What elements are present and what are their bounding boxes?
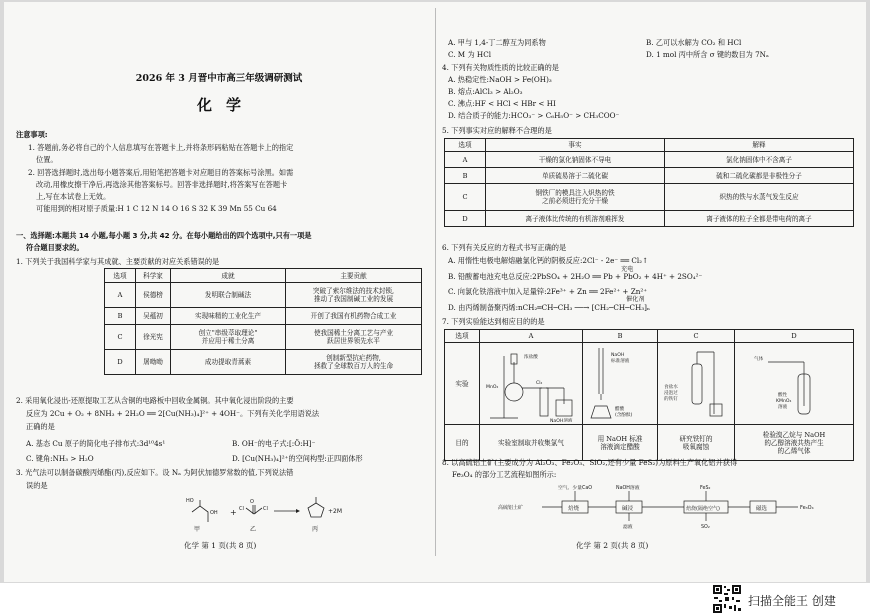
q4-option: B. 熔点:AlCl₃ > Al₂O₃ [448, 87, 523, 96]
cell-line: 炽热的铁与水蒸气发生反应 [719, 193, 799, 201]
cl-label: Cl [239, 506, 244, 512]
cell-line: 发明联合制碱法 [204, 291, 252, 299]
flow-output: Fe₃O₄ [800, 505, 814, 511]
q2-option-a: A. 基态 Cu 原子的简化电子排布式:3d¹⁰4s¹ [26, 439, 166, 448]
note-line: 位置。 [36, 155, 58, 164]
apparatus-label: 浸泡过 [664, 390, 678, 396]
cell-line: 用 NaOH 标准 [597, 434, 643, 443]
scanner-brand-text: 扫描全能王 创建 [748, 594, 836, 608]
q8-line: Fe₃O₄ 的部分工艺流程如图所示: [452, 470, 557, 479]
table-row [105, 350, 422, 375]
apparatus-label: 气体 [754, 356, 764, 362]
q1-header-cell: 主要贡献 [286, 269, 422, 283]
q2-option-d: D. [Cu(NH₃)₄]²⁺的空间构型:正四面体形 [232, 454, 363, 463]
cell-line: 成功提取青蒿素 [204, 358, 252, 366]
cell-line: 的乙醇溶液共热产生 [764, 438, 824, 447]
q5-header-row [445, 139, 854, 152]
page-divider [435, 8, 436, 556]
q5-fact [486, 184, 665, 211]
q5-explanation [665, 168, 854, 184]
plus-sign: + [230, 508, 237, 517]
q7-apparatus-b [583, 343, 658, 425]
q7-apparatus-c [658, 343, 735, 425]
apparatus-label: 浓盐酸 [524, 354, 538, 360]
q3-line: 3. 光气法可以制备碳酸丙烯酯(丙),反应如下。设 Nₐ 为阿伏加德罗常数的值,下列说法错 [16, 468, 294, 477]
table-row [445, 211, 854, 227]
compound-jia-structure [192, 500, 208, 522]
q6-option-a: A. 用惰性电极电解熔融氯化钙的阴极反应:2Cl⁻ - 2e⁻ ══ Cl₂↑ [448, 256, 649, 265]
flow-step-magnetic: 磁选 [756, 506, 768, 512]
charge-condition-label: 充电 [621, 266, 634, 273]
q5-header-cell: 选项 [445, 139, 486, 152]
exam-sheet [4, 2, 866, 582]
q7-header-cell: 选项 [445, 330, 480, 343]
label-jia: 甲 [194, 526, 201, 533]
apparatus-label: 标准溶液 [611, 358, 630, 364]
q1-opt: D [105, 350, 136, 375]
cell-line: 硫和二硫化碳都是非极性分子 [716, 171, 802, 180]
q1-contribution [286, 350, 422, 375]
q7-table [444, 329, 854, 461]
table-row [105, 308, 422, 325]
q5-explanation [665, 152, 854, 168]
q1-opt: C [105, 325, 136, 350]
q7-purpose-b [583, 425, 658, 461]
page-2 [438, 2, 866, 582]
q5-fact [486, 211, 665, 227]
q7-stem: 7. 下列实验能达到相应目的的是 [442, 317, 545, 326]
q5-explanation [665, 184, 854, 211]
flow-reagent-1: 空气、少量CaO [558, 486, 593, 491]
q3-option-d: D. 1 mol 丙中所含 σ 键的数目为 7Nₐ [646, 50, 769, 59]
flow-reagent-3: FeS₂ [700, 486, 711, 491]
cell-line: 并应用于稀土分离 [201, 337, 255, 345]
q4-option: D. 结合质子的能力:HCO₃⁻ > C₆H₅O⁻ > CH₃COO⁻ [448, 111, 620, 120]
q7-apparatus-d [735, 343, 854, 425]
apparatus-label: 醋酸 [615, 406, 625, 412]
q1-header-cell: 选项 [105, 269, 136, 283]
q5-header-cell: 事实 [486, 139, 665, 152]
qr-code-icon [712, 584, 742, 614]
q7-purpose-row [445, 425, 854, 461]
table-row [105, 325, 422, 350]
cell-line: 跃居世界领先水平 [327, 337, 380, 345]
q1-scientist: 吴蕴初 [136, 308, 171, 325]
apparatus-label: 食盐水 [664, 384, 678, 390]
apparatus-label: 的铁钉 [664, 396, 678, 402]
table-row [445, 152, 854, 168]
q2-line: 正确的是 [26, 422, 55, 431]
q6-stem: 6. 下列有关反应的方程式书写正确的是 [442, 243, 567, 252]
q1-contribution [286, 308, 422, 325]
atomic-mass-line: 可能用到的相对原子质量:H 1 C 12 N 14 O 16 S 32 K 39 Mn 55 Cu 64 [36, 204, 277, 213]
apparatus-label: (含酚酞) [615, 412, 633, 418]
cell-line: 的乙烯气体 [777, 446, 811, 455]
cell-line: 创制新型抗疟药物, [326, 354, 381, 362]
q7-purpose-a [480, 425, 583, 461]
cell-line: 离子液体的粒子全都是带电荷的离子 [706, 214, 812, 223]
q4-option: A. 热稳定性:NaOH > Fe(OH)₃ [448, 75, 552, 84]
q7-header-cell: D [735, 330, 854, 343]
apparatus-label: Cl₂ [536, 380, 543, 386]
cell-line: 推动了我国制碱工业的发展 [313, 295, 394, 303]
apparatus-label: MnO₂ [486, 384, 499, 390]
table-row [105, 283, 422, 308]
cell-line: 之前必须进行充分干燥 [542, 197, 608, 205]
cell-line: 氯化钠固体中不含离子 [726, 155, 792, 164]
q1-achievement [171, 283, 286, 308]
q6-option-d: D. 由丙烯制备聚丙烯:nCH₂═CH─CH₃ ──→ [CH₂─CH─CH₃]ₙ [448, 303, 651, 312]
q1-scientist: 徐光宪 [136, 325, 171, 350]
q2-line: 2. 采用氧化浸出-还原提取工艺从含铜的电路板中回收金属铜。其中氧化浸出阶段的主要 [16, 396, 294, 405]
subject-title: 化学 [196, 96, 255, 114]
q7-header-cell: B [583, 330, 658, 343]
cell-line: 实验室制取并收集氯气 [498, 438, 564, 447]
corrosion-apparatus-diagram [662, 344, 730, 422]
cell-line: 干燥的氯化钠固体不导电 [538, 155, 612, 164]
q1-achievement [171, 308, 286, 325]
apparatus-label: NaOH溶液 [550, 418, 573, 422]
label-bing: 丙 [312, 526, 319, 533]
cell-line: 突破了索尔维法的技术封锁, [312, 287, 395, 295]
q8-line: 8. 以高硫铝土矿(主要成分为 Al₂O₃、Fe₂O₃、SiO₂,还有少量 FeS₂)为原料生产氧化铝并获得 [442, 458, 738, 467]
cell-line: 检验溴乙烷与 NaOH [762, 430, 826, 439]
oh-label: OH [210, 510, 218, 516]
flow-step-alkali: 碱浸 [622, 506, 634, 512]
cell-line: 离子液体比传统的有机溶剂难挥发 [525, 214, 625, 223]
flow-step-roast-isolated: 焙烧(隔绝空气) [686, 506, 720, 512]
q3-option-a: A. 甲与 1,4-丁二醇互为同系物 [448, 38, 546, 47]
q7-purpose-c [658, 425, 735, 461]
q7-experiment-row [445, 343, 854, 425]
q5-stem: 5. 下列事实对应的解释不合理的是 [442, 126, 552, 135]
exam-title: 2026 年 3 月晋中市高三年级调研测试 [135, 73, 303, 84]
cell-line: 使我国稀土分离工艺与产业 [313, 329, 394, 337]
arrow-head-icon [296, 509, 300, 513]
cell-line: 单质硫易溶于二硫化碳 [542, 171, 608, 180]
q7-purpose-d [735, 425, 854, 461]
chlorine-apparatus-diagram [484, 344, 578, 422]
q1-header-cell: 科学家 [136, 269, 171, 283]
q5-header-cell: 解释 [665, 139, 854, 152]
cell-line: 溶液滴定醋酸 [600, 442, 640, 451]
compound-bing-structure [308, 497, 324, 517]
flow-reagent-2: NaOH溶液 [616, 486, 640, 491]
q5-explanation [665, 211, 854, 227]
q6-option-b: B. 铅酸蓄电池充电总反应:2PbSO₄ + 2H₂O ══ Pb + PbO₂ + 4H⁺ + 2SO₄²⁻ [448, 272, 703, 281]
q1-opt: B [105, 308, 136, 325]
cell-line: 开创了我国有机药物合成工业 [310, 312, 397, 320]
q1-header-cell: 成就 [171, 269, 286, 283]
q3-line: 误的是 [26, 481, 48, 490]
note-line: 改动,用橡皮擦干净后,再选涂其他答案标号。回答非选择题时,将答案写在答题卡 [36, 180, 288, 189]
cell-line: 研究铁钉的 [679, 434, 713, 443]
q1-achievement [171, 325, 286, 350]
q5-opt: D [445, 211, 486, 227]
q5-fact [486, 168, 665, 184]
q3-reaction-scheme [184, 494, 364, 534]
q4-stem: 4. 下列有关物质性质的比较正确的是 [442, 63, 559, 72]
q3-option-b: B. 乙可以水解为 CO₂ 和 HCl [646, 38, 742, 47]
q1-scientist: 侯德榜 [136, 283, 171, 308]
o-label: O [250, 499, 254, 505]
q1-contribution [286, 283, 422, 308]
q1-table [104, 268, 422, 375]
q1-achievement [171, 350, 286, 375]
cell-line: 吸氧腐蚀 [682, 442, 710, 451]
q7-apparatus-a [480, 343, 583, 425]
table-row [445, 184, 854, 211]
note-line: 1. 答题前,务必将自己的个人信息填写在答题卡上,并将条形码粘贴在答题卡上的指定 [28, 143, 294, 152]
cell-line: 拯救了全球数百万人的生命 [313, 362, 394, 370]
note-line: 2. 回答选择题时,选出每小题答案后,用铅笔把答题卡对应题目的答案标号涂黑。如需 [28, 168, 294, 177]
q5-opt: B [445, 168, 486, 184]
q5-opt: C [445, 184, 486, 211]
q2-line: 反应为 2Cu + O₂ + 8NH₃ + 2H₂O ══ 2[Cu(NH₃)₄]²⁺ + 4OH⁻。下列有关化学用语说法 [26, 409, 320, 418]
q7-header-row [445, 330, 854, 343]
q5-opt: A [445, 152, 486, 168]
q8-process-flowchart [498, 481, 838, 533]
flow-step-roast: 焙烧 [568, 506, 580, 512]
flow-filtrate: 滤液 [623, 525, 633, 530]
cl-label: Cl [263, 506, 268, 512]
q7-header-cell: C [658, 330, 735, 343]
section1-line: 一、选择题:本题共 14 小题,每小题 3 分,共 42 分。在每小题给出的四个选项中,只有一项是 [16, 231, 312, 240]
titration-apparatus-diagram [587, 344, 653, 422]
apparatus-label: KMnO₄ [776, 398, 792, 404]
q1-stem: 1. 下列关于我国科学家与其成就、主要贡献的对应关系错误的是 [16, 257, 220, 266]
apparatus-label: 溶液 [778, 404, 788, 410]
q1-opt: A [105, 283, 136, 308]
q7-row-label: 实验 [445, 343, 480, 425]
q1-contribution [286, 325, 422, 350]
apparatus-label: NaOH [611, 352, 625, 358]
q6-option-c: C. 向氯化铁溶液中加入足量锌:2Fe³⁺ + Zn ══ 2Fe²⁺ + Zn²⁺ [448, 287, 648, 296]
q7-row-label: 目的 [445, 425, 480, 461]
section1-line: 符合题目要求的。 [26, 243, 84, 252]
q5-table [444, 138, 854, 227]
page-footer-left: 化学 第 1 页(共 8 页) [184, 541, 257, 550]
q2-option-c: C. 键角:NH₃ > H₂O [26, 454, 94, 463]
page-footer-right: 化学 第 2 页(共 8 页) [576, 541, 649, 550]
q7-header-cell: A [480, 330, 583, 343]
page-1 [4, 2, 434, 582]
note-line: 上,写在本试卷上无效。 [36, 192, 111, 201]
table-row [445, 168, 854, 184]
cell-line: 钢铁厂的模具注入炽热的铁 [535, 189, 615, 197]
q1-header-row [105, 269, 422, 283]
compound-yi-structure [246, 505, 262, 514]
q2-option-b: B. OH⁻的电子式:[:Ö:H]⁻ [232, 439, 316, 448]
q5-fact [486, 152, 665, 168]
q3-option-c: C. M 为 HCl [448, 50, 491, 59]
flow-gas: SO₂ [701, 525, 710, 530]
label-yi: 乙 [250, 526, 257, 533]
ho-label: HO [186, 498, 194, 504]
apparatus-label: 酸性 [778, 392, 788, 398]
catalyst-condition-label: 催化剂 [626, 296, 645, 303]
gas-test-apparatus-diagram [748, 344, 840, 422]
notes-heading: 注意事项: [16, 130, 48, 139]
q1-scientist: 屠呦呦 [136, 350, 171, 375]
cell-line: 实现味精的工业化生产 [195, 312, 261, 320]
q3-plus-2m: +2M [328, 508, 343, 515]
q4-option: C. 沸点:HF < HCl < HBr < HI [448, 99, 556, 108]
flow-input: 高硫铝土矿 [498, 505, 524, 511]
cell-line: 创立"串级萃取理论" [198, 329, 258, 337]
